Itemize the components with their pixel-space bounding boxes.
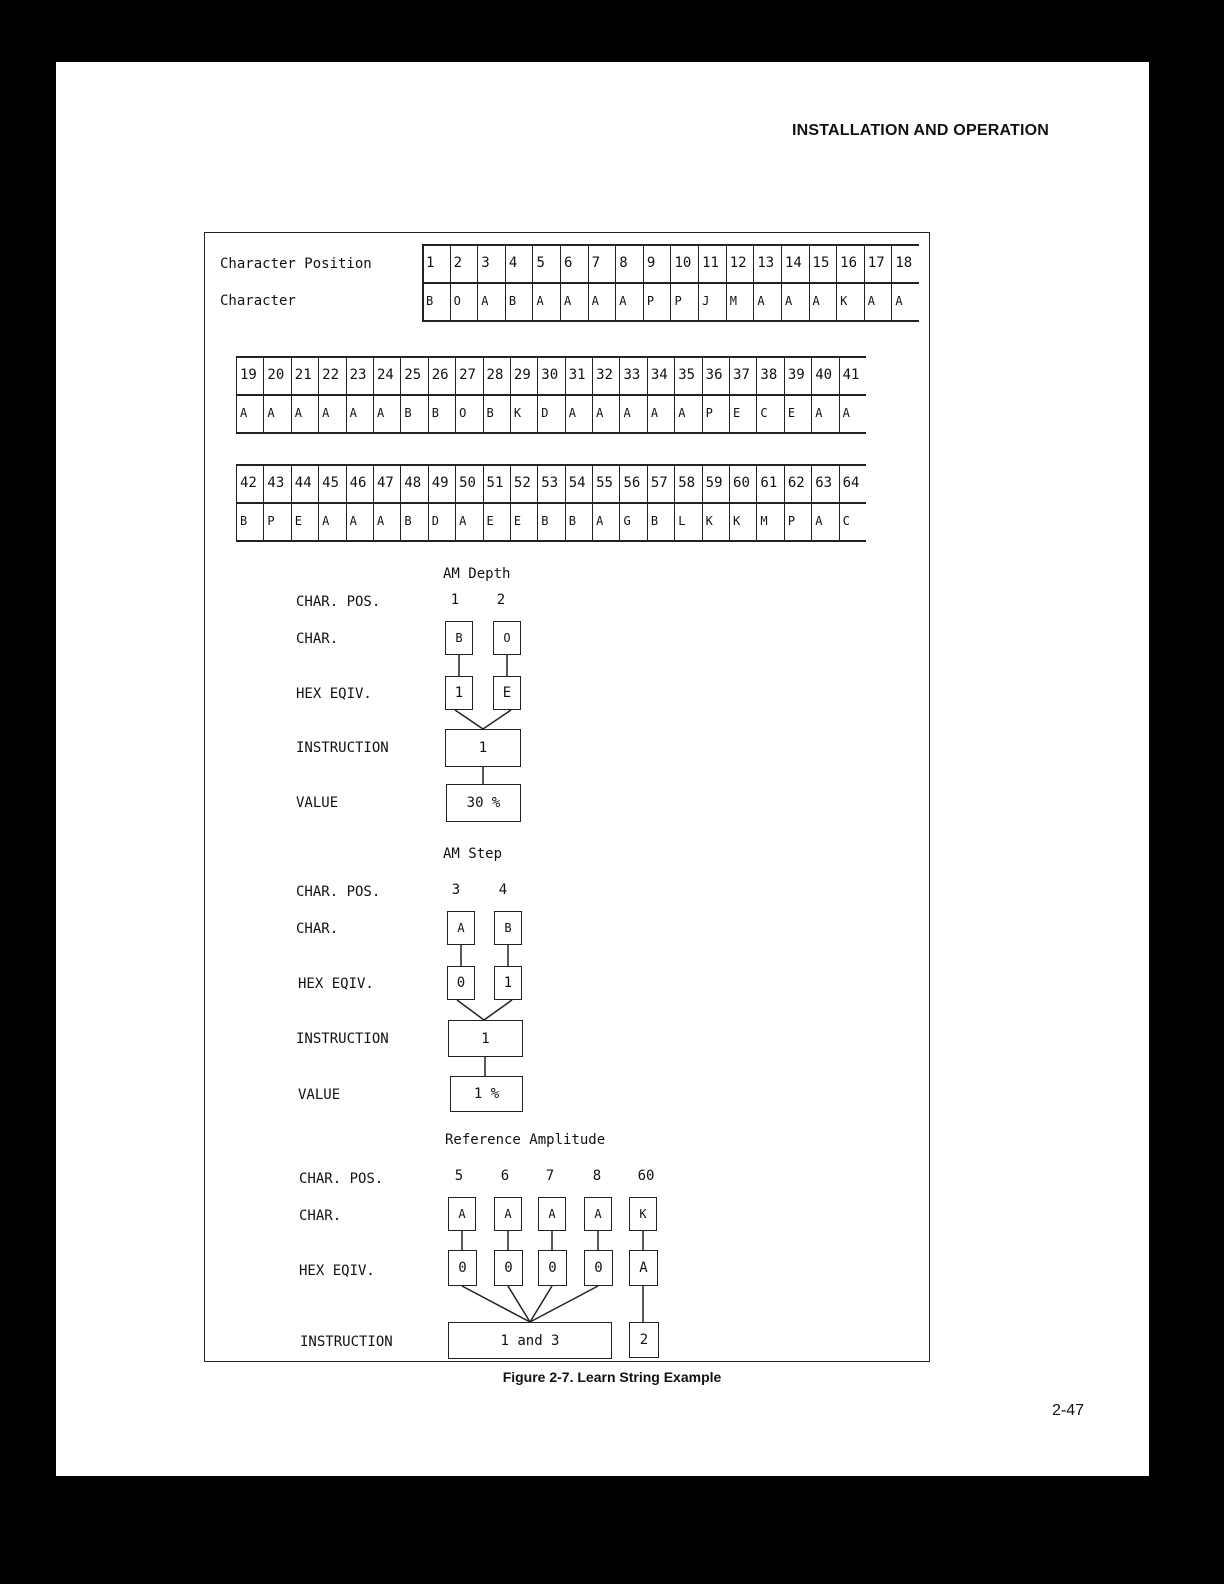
position-cell: 17 xyxy=(864,244,892,282)
character-cell: B xyxy=(647,502,674,540)
character-cell: K xyxy=(836,282,864,320)
am-step-instruction-label: INSTRUCTION xyxy=(296,1031,389,1047)
ref-amp-char-box: A xyxy=(538,1197,566,1231)
position-cell: 41 xyxy=(839,356,866,394)
ref-amp-pos: 60 xyxy=(637,1168,655,1184)
character-cell: B xyxy=(400,394,427,432)
character-position-label: Character Position xyxy=(220,256,372,272)
character-cell: A xyxy=(619,394,646,432)
position-cell: 47 xyxy=(373,464,400,502)
position-cell: 19 xyxy=(236,356,263,394)
character-cell: P xyxy=(643,282,671,320)
ref-amp-char-box: K xyxy=(629,1197,657,1231)
character-label: Character xyxy=(220,293,296,309)
table-rule xyxy=(236,356,866,358)
am-step-char-box: A xyxy=(447,911,475,945)
am-depth-char-pos-label: CHAR. POS. xyxy=(296,594,381,610)
character-cell: A xyxy=(560,282,588,320)
character-cell: A xyxy=(291,394,318,432)
am-step-title: AM Step xyxy=(443,846,503,862)
position-cell: 14 xyxy=(781,244,809,282)
character-cell: A xyxy=(346,394,373,432)
position-cell: 12 xyxy=(726,244,754,282)
ref-amp-instruction-box: 1 and 3 xyxy=(448,1322,612,1359)
am-depth-instruction-box: 1 xyxy=(445,729,521,767)
page-header: INSTALLATION AND OPERATION xyxy=(792,122,1050,139)
position-cell: 61 xyxy=(756,464,783,502)
character-cell: A xyxy=(263,394,290,432)
character-cell: E xyxy=(483,502,510,540)
character-cell: E xyxy=(784,394,811,432)
position-cell: 52 xyxy=(510,464,537,502)
position-cell: 9 xyxy=(643,244,671,282)
character-cell: B xyxy=(428,394,455,432)
am-step-pos: 3 xyxy=(451,882,461,898)
position-cell: 64 xyxy=(839,464,866,502)
character-cell: A xyxy=(318,502,345,540)
position-cell: 32 xyxy=(592,356,619,394)
character-cell: P xyxy=(670,282,698,320)
position-cell: 23 xyxy=(346,356,373,394)
am-step-char-pos-label: CHAR. POS. xyxy=(296,884,381,900)
character-cell: A xyxy=(891,282,919,320)
am-step-hex-label: HEX EQIV. xyxy=(298,976,374,992)
am-depth-char-box: B xyxy=(445,621,473,655)
ref-amp-char-pos-label: CHAR. POS. xyxy=(299,1171,384,1187)
character-cell: K xyxy=(510,394,537,432)
position-cell: 11 xyxy=(698,244,726,282)
position-cell: 63 xyxy=(811,464,838,502)
ref-amp-hex-box: 0 xyxy=(584,1250,613,1286)
character-cell: K xyxy=(702,502,729,540)
position-cell: 1 xyxy=(422,244,450,282)
ref-amp-instruction-label: INSTRUCTION xyxy=(300,1334,393,1350)
character-cell: A xyxy=(477,282,505,320)
character-cell: B xyxy=(422,282,450,320)
position-cell: 8 xyxy=(615,244,643,282)
position-cell: 33 xyxy=(619,356,646,394)
ref-amp-char-box: A xyxy=(494,1197,522,1231)
character-cell: J xyxy=(698,282,726,320)
am-step-hex-box: 0 xyxy=(447,966,475,1000)
position-cell: 5 xyxy=(532,244,560,282)
position-cell: 50 xyxy=(455,464,482,502)
position-cell: 2 xyxy=(450,244,478,282)
character-cell: A xyxy=(455,502,482,540)
position-cell: 45 xyxy=(318,464,345,502)
position-cell: 31 xyxy=(565,356,592,394)
character-cell: A xyxy=(318,394,345,432)
character-cell: B xyxy=(236,502,263,540)
character-cell: A xyxy=(588,282,616,320)
position-cell: 59 xyxy=(702,464,729,502)
character-cell: A xyxy=(615,282,643,320)
position-cell: 27 xyxy=(455,356,482,394)
position-cell: 3 xyxy=(477,244,505,282)
character-cell: E xyxy=(291,502,318,540)
character-cell: A xyxy=(532,282,560,320)
character-cell: A xyxy=(373,502,400,540)
character-cell: A xyxy=(236,394,263,432)
am-depth-pos: 2 xyxy=(496,592,506,608)
character-cell: B xyxy=(483,394,510,432)
am-depth-hex-box: 1 xyxy=(445,676,473,710)
ref-amp-pos: 7 xyxy=(545,1168,555,1184)
am-depth-value-label: VALUE xyxy=(296,795,339,811)
character-cell: A xyxy=(565,394,592,432)
ref-amp-hex-label: HEX EQIV. xyxy=(299,1263,375,1279)
position-cell: 55 xyxy=(592,464,619,502)
am-step-value-box: 1 % xyxy=(450,1076,523,1112)
character-cell: A xyxy=(592,394,619,432)
character-cell: M xyxy=(726,282,754,320)
figure-caption: Figure 2-7. Learn String Example xyxy=(502,1369,722,1385)
character-cell: A xyxy=(346,502,373,540)
character-cell: D xyxy=(428,502,455,540)
position-cell: 42 xyxy=(236,464,263,502)
am-depth-hex-label: HEX EQIV. xyxy=(296,686,372,702)
position-cell: 43 xyxy=(263,464,290,502)
position-cell: 4 xyxy=(505,244,533,282)
character-cell: B xyxy=(505,282,533,320)
position-cell: 10 xyxy=(670,244,698,282)
character-cell: A xyxy=(753,282,781,320)
am-depth-instruction-label: INSTRUCTION xyxy=(296,740,389,756)
ref-amp-hex-box: 0 xyxy=(448,1250,477,1286)
position-cell: 37 xyxy=(729,356,756,394)
position-cell: 20 xyxy=(263,356,290,394)
am-depth-char-box: O xyxy=(493,621,521,655)
position-cell: 28 xyxy=(483,356,510,394)
ref-amp-title: Reference Amplitude xyxy=(445,1132,606,1148)
character-cell: M xyxy=(756,502,783,540)
position-cell: 62 xyxy=(784,464,811,502)
position-cell: 36 xyxy=(702,356,729,394)
character-cell: P xyxy=(702,394,729,432)
am-step-hex-box: 1 xyxy=(494,966,522,1000)
character-cell: B xyxy=(565,502,592,540)
position-cell: 54 xyxy=(565,464,592,502)
position-cell: 7 xyxy=(588,244,616,282)
ref-amp-instruction-side-box: 2 xyxy=(629,1322,659,1358)
ref-amp-char-box: A xyxy=(584,1197,612,1231)
character-cell: O xyxy=(450,282,478,320)
position-cell: 24 xyxy=(373,356,400,394)
ref-amp-char-label: CHAR. xyxy=(299,1208,342,1224)
am-depth-value-box: 30 % xyxy=(446,784,521,822)
ref-amp-hex-box: A xyxy=(629,1250,658,1286)
character-cell: A xyxy=(373,394,400,432)
am-step-instruction-box: 1 xyxy=(448,1020,523,1057)
character-cell: A xyxy=(592,502,619,540)
am-step-pos: 4 xyxy=(498,882,508,898)
position-cell: 21 xyxy=(291,356,318,394)
table-rule xyxy=(422,282,919,284)
ref-amp-pos: 5 xyxy=(454,1168,464,1184)
ref-amp-pos: 8 xyxy=(592,1168,602,1184)
ref-amp-hex-box: 0 xyxy=(538,1250,567,1286)
position-cell: 22 xyxy=(318,356,345,394)
character-cell: C xyxy=(756,394,783,432)
character-cell: K xyxy=(729,502,756,540)
position-cell: 57 xyxy=(647,464,674,502)
am-step-char-box: B xyxy=(494,911,522,945)
position-cell: 49 xyxy=(428,464,455,502)
character-cell: O xyxy=(455,394,482,432)
am-step-char-label: CHAR. xyxy=(296,921,339,937)
character-cell: B xyxy=(537,502,564,540)
character-cell: A xyxy=(809,282,837,320)
position-cell: 46 xyxy=(346,464,373,502)
position-cell: 26 xyxy=(428,356,455,394)
table-rule xyxy=(422,244,424,320)
position-cell: 39 xyxy=(784,356,811,394)
character-cell: E xyxy=(510,502,537,540)
character-cell: P xyxy=(784,502,811,540)
table-rule xyxy=(422,244,919,246)
character-cell: L xyxy=(674,502,701,540)
character-cell: A xyxy=(811,394,838,432)
table-rule xyxy=(422,320,919,322)
position-cell: 44 xyxy=(291,464,318,502)
character-cell: A xyxy=(811,502,838,540)
position-cell: 25 xyxy=(400,356,427,394)
character-cell: D xyxy=(537,394,564,432)
table-rule xyxy=(236,464,866,466)
ref-amp-pos: 6 xyxy=(500,1168,510,1184)
character-cell: P xyxy=(263,502,290,540)
character-cell: A xyxy=(674,394,701,432)
page-number: 2-47 xyxy=(1052,1402,1085,1419)
character-cell: A xyxy=(864,282,892,320)
am-depth-title: AM Depth xyxy=(443,566,511,582)
ref-amp-hex-box: 0 xyxy=(494,1250,523,1286)
am-depth-char-label: CHAR. xyxy=(296,631,339,647)
position-cell: 38 xyxy=(756,356,783,394)
am-depth-pos: 1 xyxy=(450,592,460,608)
position-cell: 51 xyxy=(483,464,510,502)
table-rule xyxy=(236,502,866,504)
position-cell: 29 xyxy=(510,356,537,394)
position-cell: 15 xyxy=(809,244,837,282)
am-step-value-label: VALUE xyxy=(298,1087,341,1103)
character-cell: G xyxy=(619,502,646,540)
table-rule xyxy=(236,432,866,434)
character-cell: A xyxy=(647,394,674,432)
position-cell: 13 xyxy=(753,244,781,282)
position-cell: 53 xyxy=(537,464,564,502)
character-cell: A xyxy=(781,282,809,320)
position-cell: 16 xyxy=(836,244,864,282)
position-cell: 6 xyxy=(560,244,588,282)
table-rule xyxy=(236,540,866,542)
character-cell: B xyxy=(400,502,427,540)
ref-amp-char-box: A xyxy=(448,1197,476,1231)
character-cell: E xyxy=(729,394,756,432)
position-cell: 34 xyxy=(647,356,674,394)
position-cell: 40 xyxy=(811,356,838,394)
position-cell: 30 xyxy=(537,356,564,394)
position-cell: 18 xyxy=(891,244,919,282)
am-depth-hex-box: E xyxy=(493,676,521,710)
position-cell: 56 xyxy=(619,464,646,502)
position-cell: 48 xyxy=(400,464,427,502)
character-cell: A xyxy=(839,394,866,432)
table-rule xyxy=(236,394,866,396)
position-cell: 35 xyxy=(674,356,701,394)
position-cell: 60 xyxy=(729,464,756,502)
position-cell: 58 xyxy=(674,464,701,502)
character-cell: C xyxy=(839,502,866,540)
